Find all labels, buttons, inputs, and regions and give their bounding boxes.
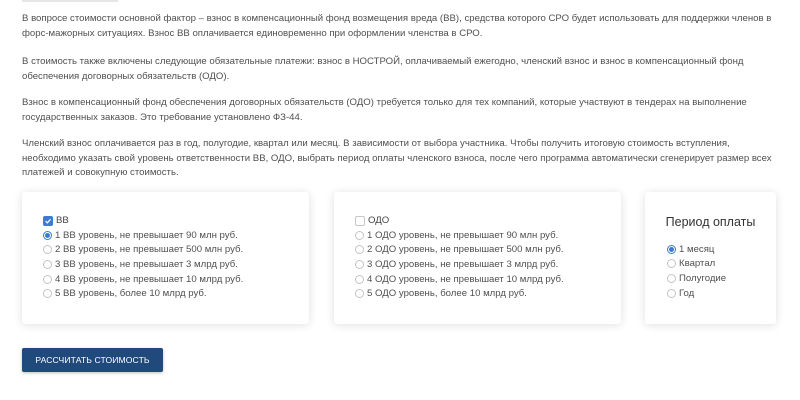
odo-card: [334, 192, 621, 324]
period-option-half-year[interactable]: [667, 271, 726, 286]
odo-option-label: 5 ОДО уровень, более 10 млрд руб.: [367, 288, 527, 300]
check-icon: [44, 217, 52, 225]
radio-button[interactable]: [667, 274, 676, 283]
radio-button[interactable]: [667, 245, 676, 254]
vv-option-label: 3 ВВ уровень, не превышает 3 млрд руб.: [55, 258, 238, 270]
vv-card: [22, 192, 309, 324]
intro-paragraph-4: Членский взнос оплачивается раз в год, полугодие, квартал или месяц. В зависимости от выбора участника. Чтобы получить итоговую стоимость вступления, необходимо указать свой уровень ответственности ВВ, ОДО, выбрать период оплаты членского взноса, после чего программа автоматически сгенерирует размер всех платежей и совокупную стоимость.: [22, 138, 772, 179]
vv-checkbox[interactable]: [43, 216, 53, 226]
radio-button[interactable]: [43, 289, 52, 298]
vv-option-4[interactable]: [43, 272, 243, 287]
vv-option-2[interactable]: [43, 243, 243, 258]
vv-option-label: 2 ВВ уровень, не превышает 500 млн руб.: [55, 244, 244, 256]
odo-option-3[interactable]: [355, 257, 564, 272]
odo-option-1[interactable]: [355, 228, 564, 243]
vv-checkbox-label: ВВ: [56, 215, 69, 226]
radio-button[interactable]: [355, 275, 364, 284]
top-divider: [22, 0, 118, 2]
period-option-year[interactable]: [667, 286, 726, 301]
radio-button[interactable]: [43, 231, 52, 240]
radio-button[interactable]: [355, 231, 364, 240]
vv-option-label: 5 ВВ уровень, более 10 млрд руб.: [55, 288, 207, 300]
payment-period-group: [667, 242, 726, 300]
vv-option-label: 4 ВВ уровень, не превышает 10 млрд руб.: [55, 273, 244, 285]
odo-option-2[interactable]: [355, 243, 564, 258]
odo-checkbox[interactable]: [355, 216, 365, 226]
odo-option-label: 1 ОДО уровень, не превышает 90 млн руб.: [367, 229, 559, 241]
odo-group: [355, 213, 564, 301]
vv-option-label: 1 ВВ уровень, не превышает 90 млн руб.: [55, 229, 238, 241]
payment-period-card: [645, 192, 776, 324]
odo-checkbox-label: ОДО: [368, 215, 390, 226]
period-option-label: Полугодие: [679, 272, 727, 284]
odo-checkbox-row[interactable]: [355, 213, 564, 228]
period-option-label: 1 месяц: [679, 243, 715, 255]
period-option-label: Квартал: [679, 258, 716, 270]
period-option-quarter[interactable]: [667, 257, 726, 272]
radio-button[interactable]: [355, 289, 364, 298]
intro-paragraph-3: Взнос в компенсационный фонд обеспечения договорных обязательств (ОДО) требуется только для тех компаний, которые участвуют в тендерах на выполнение государственных заказов. Это требование установлено ФЗ-44.: [22, 97, 747, 123]
odo-option-5[interactable]: [355, 286, 564, 301]
odo-option-label: 3 ОДО уровень, не превышает 3 млрд руб.: [367, 258, 559, 270]
radio-button[interactable]: [355, 260, 364, 269]
vv-option-3[interactable]: [43, 257, 243, 272]
vv-checkbox-row[interactable]: [43, 213, 243, 228]
vv-option-5[interactable]: [43, 286, 243, 301]
odo-option-label: 4 ОДО уровень, не превышает 10 млрд руб.: [367, 273, 564, 285]
intro-paragraph-2: В стоимость также включены следующие обязательные платежи: взнос в НОСТРОЙ, оплачиваемый ежегодно, членский взнос и взнос в компенсационный фонд обеспечения договорных обязательств (ОДО).: [22, 56, 744, 82]
radio-button[interactable]: [43, 245, 52, 254]
calculate-cost-button[interactable]: РАССЧИТАТЬ СТОИМОСТЬ: [22, 348, 163, 372]
payment-period-title: Период оплаты: [665, 215, 756, 229]
vv-option-1[interactable]: [43, 228, 243, 243]
radio-button[interactable]: [43, 275, 52, 284]
period-option-label: Год: [679, 287, 695, 299]
intro-paragraph-1: В вопросе стоимости основной фактор – взнос в компенсационный фонд возмещения вреда (ВВ), средства которого СРО будет использовать для поддержки членов в форс-мажорных ситуациях. Взнос ВВ оплачивается единовременно при оформлении членства в СРО.: [22, 13, 772, 39]
radio-button[interactable]: [667, 259, 676, 268]
radio-button[interactable]: [355, 245, 364, 254]
odo-option-label: 2 ОДО уровень, не превышает 500 млн руб.: [367, 244, 564, 256]
period-option-month[interactable]: [667, 242, 726, 257]
radio-button[interactable]: [667, 289, 676, 298]
radio-button[interactable]: [43, 260, 52, 269]
vv-group: [43, 213, 243, 301]
odo-option-4[interactable]: [355, 272, 564, 287]
